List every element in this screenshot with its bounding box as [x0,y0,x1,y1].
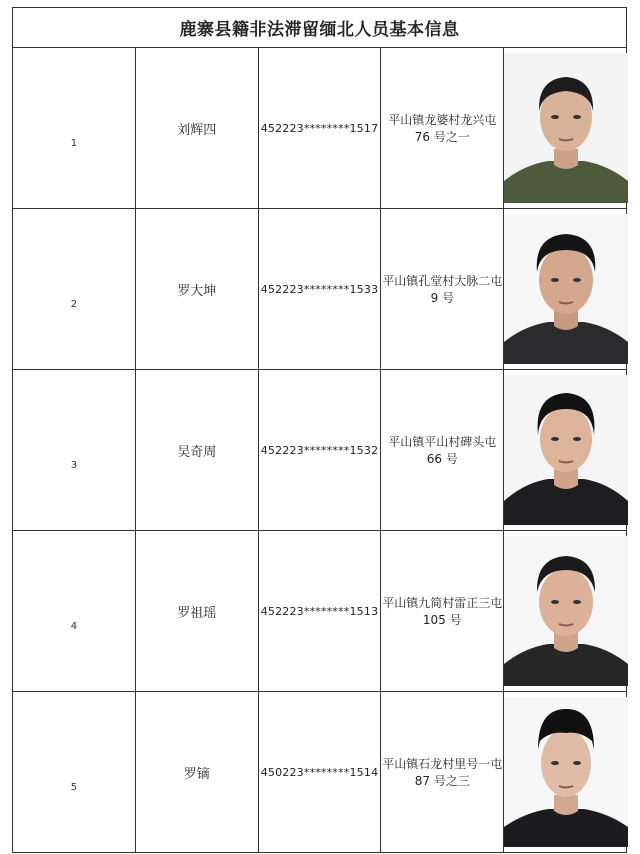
person-name: 刘辉四 [135,48,258,209]
id-number: 452223********1533 [258,209,381,370]
row-index-text: 1 [70,137,78,149]
person-name: 罗大坤 [135,209,258,370]
row-index [13,370,136,531]
person-table [12,7,627,853]
table-row [13,209,627,370]
photo-cell [504,370,627,531]
row-index [13,48,136,209]
row-index [13,209,136,370]
address: 平山镇孔堂村大脉二屯 9 号 [381,209,504,370]
photo-cell [504,209,627,370]
title-row [13,8,627,48]
row-index-text: 5 [70,781,78,793]
table-row [13,48,627,209]
id-number: 452223********1513 [258,531,381,692]
table-row [13,692,627,853]
id-number: 450223********1514 [258,692,381,853]
address: 平山镇九简村雷正三屯 105 号 [381,531,504,692]
photo-cell [504,48,627,209]
portrait-photo [504,53,628,203]
portrait-photo [504,214,628,364]
row-index-text: 2 [70,298,78,310]
portrait-photo [504,697,628,847]
portrait-photo [504,375,628,525]
info-sheet [12,7,627,845]
page-title: 鹿寨县籍非法滞留缅北人员基本信息 [13,8,627,48]
address: 平山镇龙婆村龙兴屯 76 号之一 [381,48,504,209]
person-name: 吴奇周 [135,370,258,531]
portrait-photo [504,536,628,686]
id-number: 452223********1532 [258,370,381,531]
row-index [13,531,136,692]
table-row [13,370,627,531]
photo-cell [504,692,627,853]
person-name: 罗镝 [135,692,258,853]
address: 平山镇平山村碑头屯 66 号 [381,370,504,531]
person-name: 罗祖瑶 [135,531,258,692]
row-index-text: 3 [70,459,78,471]
row-index-text: 4 [70,620,78,632]
address: 平山镇石龙村里号一屯 87 号之三 [381,692,504,853]
id-number: 452223********1517 [258,48,381,209]
photo-cell [504,531,627,692]
row-index [13,692,136,853]
table-row [13,531,627,692]
